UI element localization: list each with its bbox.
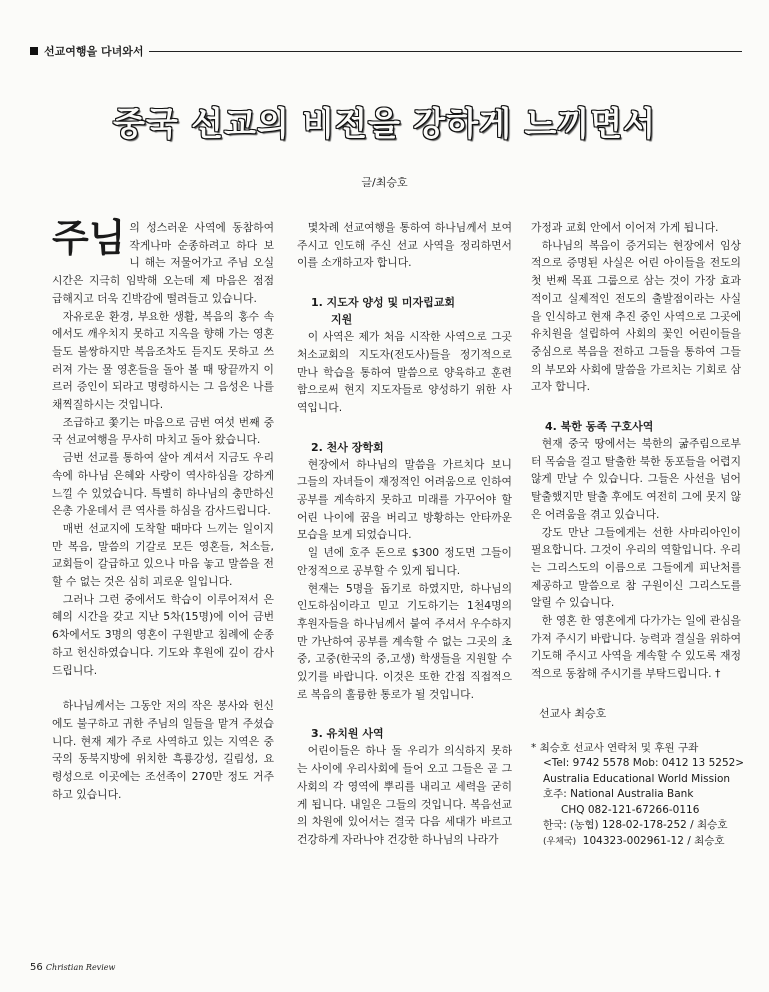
paragraph: 현재 중국 땅에서는 북한의 굶주림으로부터 목숨을 걸고 탈출한 북한 동포들을 어렵지 않게 만날 수 있습니다. 그들은 사선을 넘어 탈출했지만 탈출 후에도 여전히 그에 못지 않은 어려움을 겪고 있습니다.: [531, 437, 741, 521]
section-header: [30, 42, 742, 60]
column-3: [531, 219, 745, 850]
magazine-name: Christian Review: [45, 963, 116, 972]
contact-info: * 최승호 선교사 연락처 및 후원 구좌 <Tel: 9742 5578 Mob: 0412 13 5252> Australia Educational World Mission 호주: National Australia Bank CHQ 082-121-67266-0116 한국: (농협) 128-02-178-252 / 최승호 (우체국) 104323-002961-12 / 최승호: [531, 741, 745, 847]
paragraph: 어린이들은 하나 둘 우리가 의식하지 못하는 사이에 우리사회에 들어 오고 그들은 곧 그 사회의 각 영역에 뿌리를 내리고 세력을 굳히게 됩니다. 내일은 그들의 것입니다. 복음선교의 차원에 있어서는 결국 다음 세대가 바르고 건강하게 자라나야 건강한 하나님의 나라가: [297, 744, 512, 846]
paragraph: 현장에서 하나님의 말씀을 가르치다 보니 그들의 자녀들이 재정적인 어려움으로 인하여 공부를 계속하지 못하고 미래를 가꾸어야 할 어린 나이에 꿈을 버리고 방황하는 안타까운 모습을 보게 되었습니다.: [297, 457, 512, 542]
drop-cap: 주님: [52, 215, 126, 260]
paragraph: 조급하고 쫓기는 마음으로 금번 여섯 번째 중국 선교여행을 무사히 마치고 돌아 왔습니다.: [52, 415, 274, 447]
paragraph: 매번 선교지에 도착할 때마다 느끼는 일이지만 복음, 말씀의 기갈로 모든 영혼들, 처소들, 교회들이 갈급하고 있으나 마음 놓고 말씀을 전할 수 없는 것은 심히 괴로운 일입니다.: [52, 521, 274, 589]
paragraph: 금번 선교를 통하여 살아 계셔서 지금도 우리 속에 하나님 은혜와 사랑이 역사하심을 강하게 느낄 수 있었습니다. 특별히 하나님의 충만하신 은총 가운데서 큰 역사를 하심을 감사드립니다.: [52, 451, 274, 518]
subheading: 2. 천사 장학회: [311, 440, 384, 454]
paragraph: 그러나 그런 중에서도 학습이 이루어져서 은혜의 시간을 갖고 지난 5차(15명)에 이어 금번 6차에서도 3명의 영혼이 구원받고 침례에 순종하고 헌신하였습니다. 기도와 후원에 깊이 감사드립니다.: [52, 592, 274, 677]
byline: 글/최승호: [361, 176, 408, 189]
paragraph: 한 영혼 한 영혼에게 다가가는 일에 관심을 가져 주시기 바랍니다. 능력과 결실을 위하여 기도해 주시고 사역을 계속할 수 있도록 재정적으로 동참해 주시기를 부탁드립니다. †: [531, 614, 741, 681]
paragraph: 이 사역은 제가 처음 시작한 사역으로 그곳 처소교회의 지도자(전도사)들을 정기적으로 만나 학습을 통하여 말씀으로 양육하고 훈련함으로써 현지 지도자들로 양성하기 위한 사역입니다.: [297, 330, 512, 414]
article-title: 중국 선교의 비전을 강하게 느끼면서: [112, 104, 657, 143]
subheading: 4. 북한 동족 구호사역: [545, 420, 654, 434]
section-label: 선교여행을 다녀와서: [44, 45, 144, 58]
header-rule: [149, 51, 742, 52]
paragraph: 일 년에 호주 돈으로 $300 정도면 그들이 안정적으로 공부할 수 있게 됩니다.: [297, 546, 512, 577]
square-bullet-icon: [30, 47, 38, 55]
paragraph: 하나님의 복음이 증거되는 현장에서 임상적으로 증명된 사실은 어린 아이들을 전도의 첫 번째 목표 그룹으로 삼는 것이 가장 효과적이고 실제적인 전도의 출발점이라는 사실을 인식하고 현재 추진 중인 사역으로 그곳에 유치원을 설립하여 사회의 꽃인 어린이들을 중심으로 복음을 전하고 그들을 통하여 그들의 부모와 사회에 말씀을 가르치는 기회로 삼고자 합니다.: [531, 238, 741, 394]
paragraph: 몇차례 선교여행을 통하여 하나님께서 보여주시고 인도해 주신 선교 사역을 정리하면서 이를 소개하고자 합니다.: [297, 221, 512, 270]
page-number: 56: [30, 962, 43, 973]
paragraph: 강도 만난 그들에게는 선한 사마리아인이 필요합니다. 그것이 우리의 역할입니다. 우리는 그리스도의 이름으로 그들에게 피난처를 제공하고 말씀으로 참 구원이신 그리스도를 알릴 수 있습니다.: [531, 525, 741, 610]
signature: 선교사 최승호: [539, 706, 607, 720]
subheading: 3. 유치원 사역: [311, 727, 384, 741]
paragraph: 가정과 교회 안에서 이어져 가게 됩니다.: [531, 221, 719, 234]
subheading: 1. 지도자 양성 및 미자립교회 지원: [311, 296, 456, 327]
cross-mark: †: [715, 667, 721, 681]
column-1: [52, 215, 274, 804]
paragraph: 자유로운 환경, 부요한 생활, 복음의 홍수 속에서도 깨우치지 못하고 지옥을 향해 가는 영혼들도 불쌍하지만 복음조차도 듣지도 못하고 쓰러져 가는 물 영혼들을 돌아 볼 때 땅끝까지 이르러 증인이 되라고 명령하시는 그 음성은 나를 채찍질하시는 것입니다.: [52, 309, 274, 412]
page-footer: [30, 962, 115, 973]
paragraph: 하나님께서는 그동안 저의 작은 봉사와 헌신에도 불구하고 귀한 주님의 일들을 맡겨 주셨습니다. 현재 제가 주로 사역하고 있는 지역은 중국의 동북지방에 위치한 흑룡강성, 길림성, 요령성으로 이곳에는 조선족이 270만 정도 거주하고 있습니다.: [52, 699, 274, 801]
column-2: [297, 219, 512, 849]
paragraph: 현재는 5명을 돕기로 하였지만, 하나님의 인도하심이라고 믿고 기도하기는 1천4명의 후원자들을 하나님께서 붙여 주셔서 우수하지만 가난하여 공부를 계속할 수 없는 그곳의 초중, 고중(한국의 중,고생) 학생들을 지원할 수 있기를 바랍니다. 이것은 또한 간접 직접적으로 복음의 훌륭한 통로가 될 것입니다.: [297, 581, 512, 701]
paragraph: 주님 의 성스러운 사역에 동참하여 작게나마 순종하려고 하다 보니 해는 저물어가고 주님 오실 시간은 지극히 임박해 오는데 제 마음은 점점 급해지고 더욱 긴박감에 떨려들고 있습니다.: [52, 215, 274, 305]
